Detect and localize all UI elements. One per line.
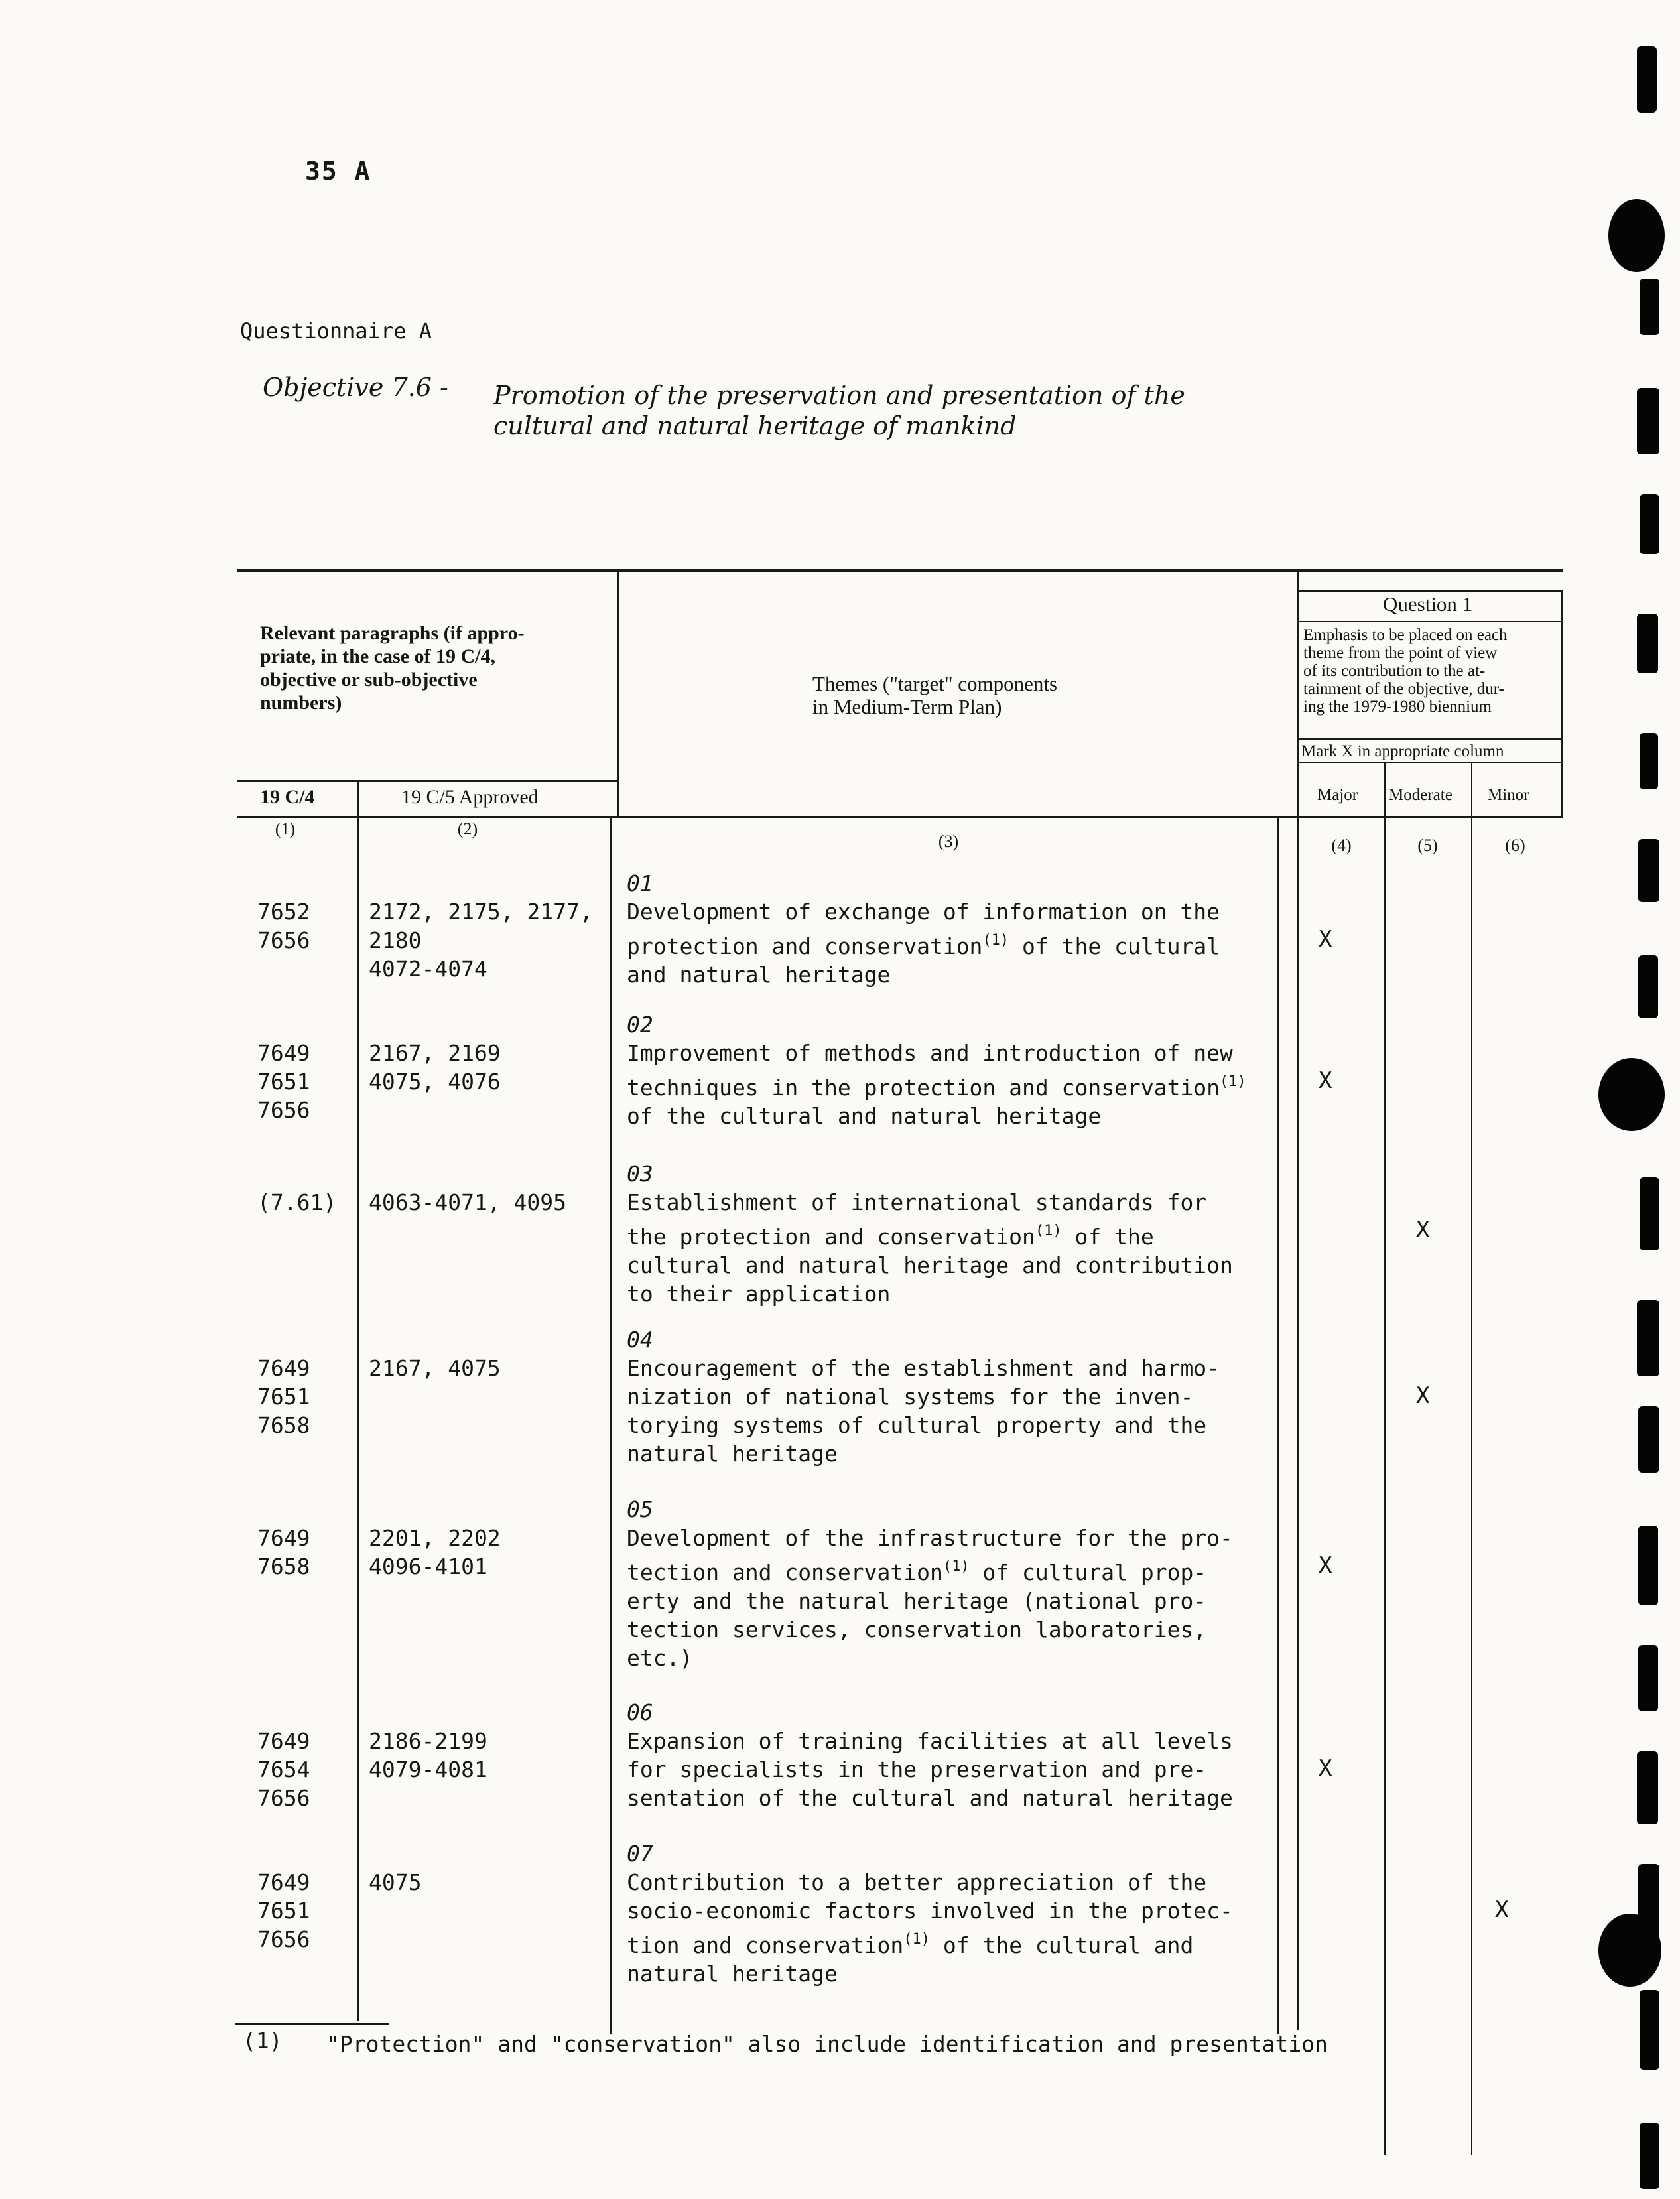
themes-header: Themes ("target" components in Medium-Term Plan): [812, 672, 1058, 718]
cell-19c5: 4063-4071, 4095: [369, 1189, 567, 1215]
cell-19c4: 7649 7651 7656: [257, 1040, 310, 1123]
theme-line: Contribution to a better appreciation of the: [627, 1869, 1207, 1895]
theme-line: tection services, conservation laboratories,: [627, 1617, 1207, 1642]
theme-line: tion and conservation$^{(1)}$ of the cultural and: [627, 1931, 1194, 1958]
theme-number: 05: [627, 1497, 653, 1522]
theme-line: erty and the natural heritage (national pro-: [627, 1588, 1207, 1614]
cell-19c5: 2167, 2169 4075, 4076: [369, 1040, 501, 1095]
cell-19c5: 2201, 2202 4096-4101: [369, 1525, 501, 1579]
theme-number: 01: [627, 870, 653, 896]
col-number-4: (4): [1331, 836, 1352, 855]
theme-number: 04: [627, 1327, 653, 1353]
theme-line: socio-economic factors involved in the protec-: [627, 1898, 1233, 1924]
col-number-3: (3): [938, 832, 959, 851]
emphasis-header: Emphasis to be placed on each theme from the point of view of its contribution to the at- tainment of the objective, dur- ing the 1979-1980 biennium: [1303, 626, 1508, 716]
theme-line: Improvement of methods and introduction of new: [627, 1040, 1233, 1066]
theme-line: protection and conservation$^{(1)}$ of the cultural: [627, 932, 1220, 959]
cell-theme: [627, 1495, 1233, 1672]
emphasis-mark-major: X: [1319, 1755, 1332, 1782]
col-number-1: (1): [275, 819, 296, 838]
theme-line: Encouragement of the establishment and harmo-: [627, 1355, 1220, 1381]
cell-theme: [627, 869, 1220, 989]
objective-label: Objective 7.6 -: [263, 373, 448, 402]
emphasis-mark-minor: X: [1495, 1897, 1509, 1923]
col-number-6: (6): [1505, 836, 1525, 855]
theme-line: nization of national systems for the inven-: [627, 1384, 1194, 1410]
theme-line: etc.): [627, 1645, 693, 1671]
theme-line: Establishment of international standards for: [627, 1189, 1207, 1215]
footnote-text: "Protection" and "conservation" also include identification and presentation: [326, 2031, 1328, 2057]
col-number-2: (2): [457, 819, 478, 838]
cell-19c4: 7649 7658: [257, 1525, 310, 1579]
theme-line: Development of exchange of information on the: [627, 899, 1220, 925]
cell-19c5: 2186-2199 4079-4081: [369, 1728, 487, 1782]
theme-line: of the cultural and natural heritage: [627, 1103, 1102, 1129]
col-number-5: (5): [1417, 836, 1438, 855]
emphasis-mark-major: X: [1319, 1552, 1332, 1579]
cell-theme: [627, 1160, 1233, 1308]
theme-line: Expansion of training facilities at all levels: [627, 1728, 1233, 1754]
theme-line: Development of the infrastructure for the pro-: [627, 1525, 1233, 1551]
theme-line: natural heritage: [627, 1441, 838, 1467]
cell-theme: [627, 1010, 1246, 1130]
cell-19c5: 2167, 4075: [369, 1355, 501, 1381]
cell-theme: [627, 1325, 1220, 1468]
theme-line: for specialists in the preservation and pre-: [627, 1757, 1207, 1782]
theme-line: sentation of the cultural and natural heritage: [627, 1785, 1233, 1811]
objective-title-line1: Promotion of the preservation and presentation of the: [493, 381, 1185, 410]
theme-number: 07: [627, 1841, 653, 1867]
cell-19c4: 7649 7651 7656: [257, 1869, 310, 1952]
col-major-header: Major: [1317, 786, 1358, 804]
theme-number: 02: [627, 1012, 653, 1037]
mark-x-instruction: Mark X in appropriate column: [1301, 742, 1504, 760]
col-moderate-header: Moderate: [1389, 786, 1453, 804]
theme-line: techniques in the protection and conservation$^{(1)}$: [627, 1073, 1246, 1100]
cell-19c4: 7652 7656: [257, 899, 310, 953]
emphasis-mark-moderate: X: [1416, 1382, 1430, 1409]
emphasis-mark-major: X: [1319, 926, 1332, 953]
cell-theme: [627, 1698, 1233, 1812]
theme-line: natural heritage: [627, 1961, 838, 1987]
questionnaire-title: Questionnaire A: [240, 318, 432, 344]
cell-19c4: 7649 7651 7658: [257, 1355, 310, 1438]
footnote-marker: (1): [243, 2028, 283, 2054]
relevant-paragraphs-header: Relevant paragraphs (if appro- priate, in the case of 19 C/4, objective or sub-objective numbers): [260, 622, 525, 714]
theme-line: to their application: [627, 1281, 891, 1307]
theme-line: cultural and natural heritage and contribution: [627, 1252, 1233, 1278]
col-19c4-header: 19 C/4: [260, 786, 315, 808]
page-number: 35 A: [305, 157, 371, 186]
cell-19c4: 7649 7654 7656: [257, 1728, 310, 1811]
cell-19c5: 2172, 2175, 2177, 2180 4072-4074: [369, 899, 593, 982]
emphasis-mark-moderate: X: [1416, 1217, 1430, 1243]
theme-number: 06: [627, 1699, 653, 1725]
cell-19c5: 4075: [369, 1869, 422, 1895]
col-minor-header: Minor: [1488, 786, 1529, 804]
theme-line: and natural heritage: [627, 962, 891, 988]
theme-line: the protection and conservation$^{(1)}$ of the: [627, 1223, 1154, 1250]
objective-title-line2: cultural and natural heritage of mankind: [493, 411, 1017, 440]
col-19c5-header: 19 C/5 Approved: [401, 786, 539, 808]
emphasis-mark-major: X: [1319, 1067, 1332, 1094]
cell-theme: [627, 1839, 1233, 1988]
theme-line: tection and conservation$^{(1)}$ of cultural prop-: [627, 1558, 1207, 1585]
theme-number: 03: [627, 1161, 653, 1187]
question-header: Question 1: [1383, 592, 1473, 616]
theme-line: torying systems of cultural property and the: [627, 1412, 1207, 1438]
cell-19c4: (7.61): [257, 1189, 337, 1215]
